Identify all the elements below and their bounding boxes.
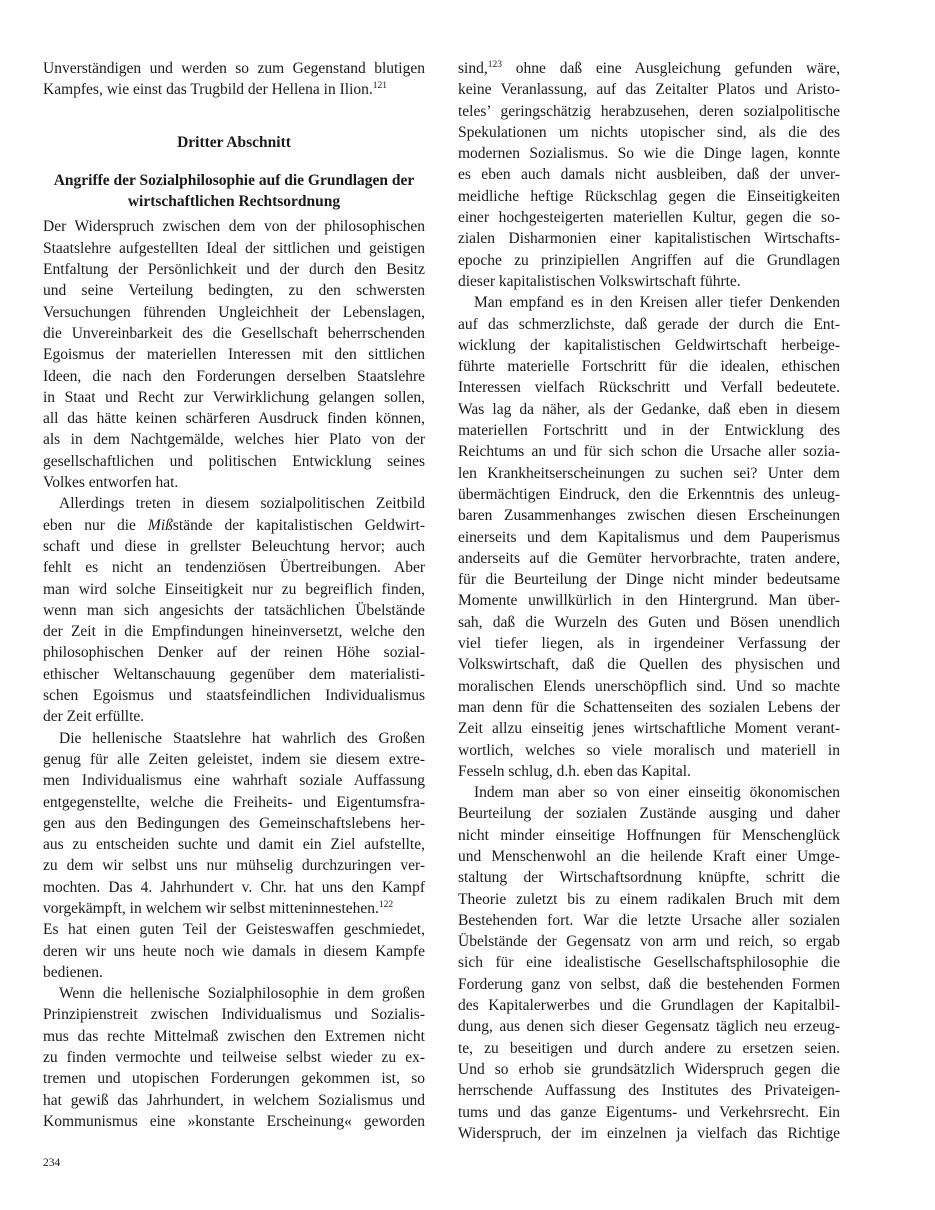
text-line: mochten. Das 4. Jahrhundert v. Chr. hat uns den Kampf (43, 878, 425, 896)
text-line: Ideen, die nach den Forderungen derselben Staatslehre (43, 367, 425, 385)
text-line: baren Zusammenhanges zwischen diesen Erscheinungen (458, 507, 840, 525)
text-line: Kommunismus eine »konstante Erscheinung« geworden (43, 1112, 425, 1130)
text-line: der Zeit in die Empfindungen hineinversetzt, welche den (43, 623, 425, 641)
text-line: Prinzipienstreit zwischen Individualismus und Sozialis- (43, 1006, 425, 1024)
footnote-ref-123: 123 (487, 60, 502, 70)
text-line: Wenn die hellenische Sozialphilosophie in dem großen (59, 985, 425, 1003)
text-line: Beurteilung der sozialen Zustände ausging und daher (458, 805, 840, 823)
spacer (43, 153, 425, 170)
text-line: Interessen vielfach Rückschritt und Verfall bedeutete. (458, 379, 840, 397)
text-line: vorgekämpft, in welchem wir selbst mitteninnestehen.$^{122}$ (43, 899, 394, 917)
text-line: man denn für die Schattenseiten des sozialen Lebens der (458, 698, 840, 716)
text-line: tums und das ganze Eigentums- und Verkehrsrecht. Ein (458, 1103, 840, 1121)
text-line: all das hätte keinen schärferen Ausdruck finden können, (43, 410, 425, 428)
text-line: Momente unwillkürlich in den Hintergrund. Man über- (458, 592, 840, 610)
text-line: Indem man aber so von einer einseitig ökonomischen (474, 784, 840, 802)
text-line: Was lag da näher, als der Gedanke, daß eben in diesem (458, 400, 840, 418)
text-line: keine Veranlassung, auf das Zeitalter Platos und Aristo- (458, 81, 840, 99)
text-line: Man empfand es in den Kreisen aller tiefer Denkenden (474, 294, 840, 312)
text-line: hat gewiß das Jahrhundert, in welchem Sozialismus und (43, 1091, 425, 1109)
text-line: Kampfes, wie einst das Trugbild der Hellena in Ilion.$^{121}$ (43, 81, 388, 99)
text-line: aus zu entscheiden suchte und damit ein Ziel aufstellte, (43, 836, 425, 854)
text-line: sich für eine idealistische Gesellschaftsphilosophie die (458, 954, 840, 972)
text-line: eben nur die Mißstände der kapitalistischen Geldwirt- (43, 516, 425, 534)
text-line: Spekulationen um nichts utopischer sind, als die des (458, 123, 840, 141)
text-line: zu finden vermochte und teilweise selbst wieder zu ex- (43, 1049, 425, 1067)
text-line: philosophischen Denker auf der reinen Höhe sozial- (43, 644, 425, 662)
text-line: Volkswirtschaft, daß die Quellen des physischen und (458, 656, 840, 674)
text-line: Fesseln schlug, d.h. eben das Kapital. (458, 762, 691, 780)
text-line: Zeit allzu einseitig jenes wirtschaftliche Moment verant- (458, 720, 840, 738)
footnote-ref-122: 122 (378, 899, 394, 910)
text-line: tremen und utopischen Forderungen gekommen ist, so (43, 1070, 425, 1088)
text-line: und seine Verteilung bedingten, zu den schwersten (43, 282, 425, 300)
paragraph (43, 983, 425, 1132)
text-line: fehlt es nicht an tendenziösen Übertreibungen. Aber (43, 559, 425, 577)
text-line: gen aus den Bedingungen des Gemeinschaftslebens her- (43, 814, 425, 832)
text-line: modernen Sozialismus. So wie die Dinge lagen, konnte (458, 145, 840, 163)
text-line: entgegenstellte, welche die Freiheits- und Eigentumsfra- (43, 793, 425, 811)
text-line: anderseits auf die Gemüter hervorbrachte, traten andere, (458, 549, 840, 567)
paragraph (43, 493, 425, 727)
right-column (458, 58, 840, 1144)
text-line: deren wir uns heute noch wie damals in diesem Kampfe (43, 942, 425, 960)
text-line: ethischer Weltanschauung gegenüber dem materialisti- (43, 665, 425, 683)
text-line: teles’ geringschätzig herabzusehen, deren sozialpolitische (458, 102, 840, 120)
text-line: viel tiefer liegen, als in irgendeiner Verfassung der (458, 635, 840, 653)
text-line: Forderung ganz von selbst, daß die bestehenden Formen (458, 975, 840, 993)
spacer (43, 101, 425, 132)
text-line: in Staat und Recht zur Verwirklichung gelangen sollen, (43, 388, 425, 406)
text-line: des Kapitalerwerbes und die Grundlagen der Kapitalbil- (458, 997, 840, 1015)
text-line: Allerdings treten in diesem sozialpolitischen Zeitbild (59, 495, 425, 513)
text-line: Versuchungen führenden Ungleichheit der Lebenslagen, (43, 303, 425, 321)
paragraph (43, 216, 425, 493)
paragraph (43, 728, 425, 984)
text-line: dieser kapitalistischen Volkswirtschaft führte. (458, 272, 741, 290)
text-line: staltung der Wirtschaftsordnung knüpfte, schritt die (458, 869, 840, 887)
text-line: Volkes entworfen hat. (43, 474, 179, 492)
text-line: Reichtums an und für sich schon die Ursache aller sozia- (458, 443, 840, 461)
emphasis: Miß (147, 516, 173, 534)
section-heading: Dritter Abschnitt (177, 133, 291, 151)
text-line: Theorie zuletzt bis zu einem radikalen Bruch mit dem (458, 890, 840, 908)
footnote-ref-121: 121 (372, 81, 388, 92)
text-line: mus das rechte Mittelmaß zwischen den Extremen nicht (43, 1027, 425, 1045)
text-line: herrschende Auffassung des Institutes des Privateigen- (458, 1082, 840, 1100)
text-line: nicht minder einseitige Hoffnungen für Menschenglück (458, 826, 840, 844)
page-number: 234 (43, 1157, 61, 1169)
text-line: zialen Disharmonien einer kapitalistischen Wirtschafts- (458, 230, 840, 248)
text-line: Entfaltung der Persönlichkeit und der durch den Besitz (43, 261, 425, 279)
text-line: der Zeit erfüllte. (43, 708, 145, 726)
text-line: sind,$^{123}$ ohne daß eine Ausgleichung gefunden wäre, (458, 60, 840, 77)
text-line: materiellen Fortschritt und in der Entwicklung des (458, 422, 840, 440)
text-line: Bestehenden fort. War die letzte Ursache aller sozialen (458, 911, 840, 929)
paragraph (458, 292, 840, 782)
text-line: Der Widerspruch zwischen dem von der philosophischen (43, 218, 425, 236)
section-subheading: wirtschaftlichen Rechtsordnung (127, 193, 341, 211)
text-line: einerseits und dem Kapitalismus und dem Pauperismus (458, 528, 840, 546)
text-line: als in dem Nachtgemälde, welches hier Plato von der (43, 431, 425, 449)
text-line: sah, daß die Wurzeln des Guten und Bösen unendlich (458, 613, 840, 631)
text-line: Staatslehre aufgestellten Ideal der sittlichen und geistigen (43, 239, 425, 257)
section-subheading: Angriffe der Sozialphilosophie auf die Grundlagen der (53, 171, 415, 189)
text-line: te, zu beseitigen und durch andere zu ersetzen seien. (458, 1039, 840, 1057)
text-line: gesellschaftlichen und politischen Entwicklung seines (43, 452, 425, 470)
text-line: für die Beurteilung der Dinge nicht minder bedeutsame (458, 571, 840, 589)
text-line: epoche zu prinzipiellen Angriffen auf die Grundlagen (458, 251, 840, 269)
text-line: Egoismus der materiellen Interessen mit den sittlichen (43, 346, 425, 364)
text-line: schaft und diese in grellster Beleuchtung hervor; auch (43, 537, 425, 555)
text-line: schen Egoismus und staatsfeindlichen Individualismus (43, 687, 425, 705)
text-line: wortlich, welches so viele moralisch und materiell in (458, 741, 840, 759)
text-line: wicklung der kapitalistischen Geldwirtschaft herbeige- (458, 336, 840, 354)
text-line: übermächtigen Eindruck, den die Erkenntnis des unleug- (458, 485, 840, 503)
text-line: Es hat einen guten Teil der Geisteswaffen geschmiedet, (43, 921, 425, 939)
text-line: genug für alle Zeiten geleistet, indem sie diesem extre- (43, 750, 425, 768)
text-line: führte materielle Fortschritt für die idealen, ethischen (458, 358, 840, 376)
text-line: Die hellenische Staatslehre hat wahrlich des Großen (59, 729, 425, 747)
text-line: moralischen Elends unerschöpflich sind. Und so machte (458, 677, 840, 695)
text-line: Widerspruch, der im einzelnen ja vielfach das Richtige (458, 1124, 840, 1142)
text-line: bedienen. (43, 963, 103, 981)
text-line: Und so erhob sie grundsätzlich Widerspruch gegen die (458, 1060, 840, 1078)
text-line: dung, aus denen sich dieser Gegensatz täglich neu erzeug- (458, 1018, 840, 1036)
text-line: man wird solche Einseitigkeit nur zu begreiflich finden, (43, 580, 425, 598)
text-line: es eben auch damals nicht ausbleiben, daß der unver- (458, 166, 840, 184)
paragraph (458, 782, 840, 1144)
text-line: len Krankheitserscheinungen zu suchen sei? Unter dem (458, 464, 840, 482)
text-line: Übelstände der Gegensatz von arm und reich, so ergab (458, 933, 840, 951)
left-column (43, 58, 425, 1132)
text-line: einer hochgesteigerten materiellen Kultur, gegen die so- (458, 209, 840, 227)
text-line: zu dem wir selbst uns nur mühselig durchzuringen ver- (43, 857, 425, 875)
text-line: men Individualismus eine wahrhaft soziale Auffassung (43, 772, 425, 790)
text-line: und Menschenwohl an die heilende Kraft einer Umge- (458, 847, 840, 865)
text-line: auf das schmerzlichste, daß gerade der durch die Ent- (458, 315, 840, 333)
text-line: meidliche heftige Rückschlag gegen die Einseitigkeiten (458, 187, 840, 205)
text-line: Unverständigen und werden so zum Gegenstand blutigen (43, 60, 425, 77)
text-line: wenn man sich angesichts der tatsächlichen Übelstände (43, 601, 425, 619)
text-line: die Unvereinbarkeit des die Gesellschaft beherrschenden (43, 324, 425, 342)
paragraph (458, 79, 840, 292)
